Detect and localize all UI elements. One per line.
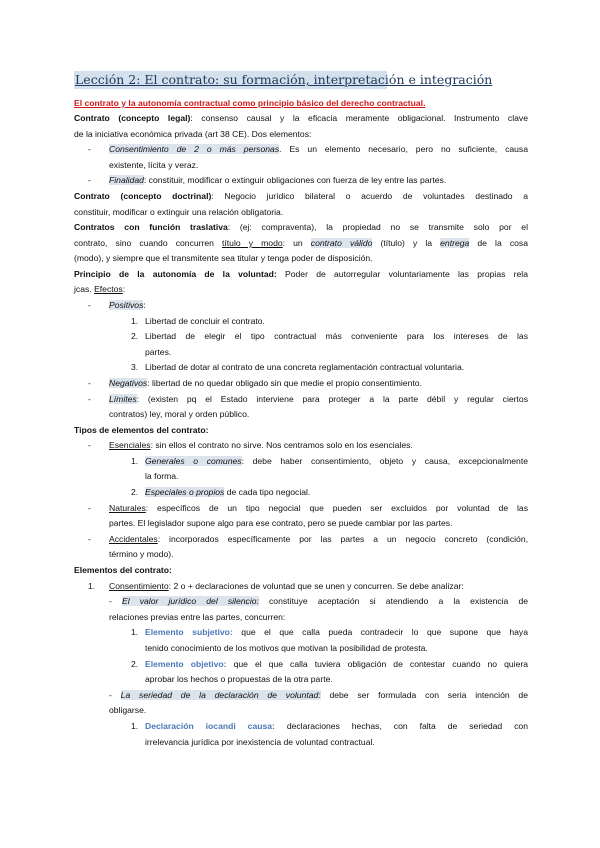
- section-heading-tipos: Tipos de elementos del contrato:: [74, 425, 209, 435]
- text-traslativa-3: (modo), y siempre que el transmitente sea titular y tenga poder de disposición.: [74, 253, 373, 263]
- bullet-dash: -: [88, 378, 91, 388]
- text-naturales-2: partes. El legislador supone algo para ese contrato, pero se puede cambiar por las partes.: [109, 518, 453, 528]
- bullet-dash: -: [88, 440, 91, 450]
- label-finalidad: Finalidad: [109, 175, 144, 185]
- label-funcion-traslativa: Contratos con función traslativa: [74, 222, 228, 232]
- text-negativos: : libertad de no quedar obligado sin que medie el propio consentimiento.: [147, 378, 422, 388]
- text-objetivo-2: aprobar los hechos o propuestas de la otra parte.: [145, 674, 333, 684]
- bullet-positivos: [109, 298, 528, 314]
- text-principio-1: Poder de autorregular voluntariamente las propias rela: [276, 269, 528, 279]
- label-positivos: Positivos: [109, 300, 144, 310]
- text-especiales: de cada tipo negocial.: [224, 487, 311, 497]
- paragraph-traslativa: [74, 220, 528, 236]
- text-esenciales: : sin ellos el contrato no sirve. Nos centramos solo en los esenciales.: [150, 440, 413, 450]
- bullet-esenciales: [109, 438, 528, 454]
- text-limites-2: contratos) ley, moral y orden público.: [109, 409, 250, 419]
- bullet-negativos: [109, 376, 528, 392]
- label-elemento-objetivo: Elemento objetivo:: [145, 659, 227, 669]
- number-1: 1.: [88, 581, 96, 591]
- bullet-dash: -: [88, 300, 91, 310]
- text-dash: -: [109, 596, 122, 606]
- text-accidentales-1: : incorporados específicamente por las partes a un negocio concreto (condición,: [157, 534, 528, 544]
- text-traslativa-b: : un: [282, 238, 311, 248]
- section-heading-autonomia: El contrato y la autonomía contractual como principio básico del derecho contractual.: [74, 98, 426, 108]
- list-item-positivo-2-cont: partes.: [145, 347, 172, 357]
- bullet-dash: -: [88, 534, 91, 544]
- text-consentimiento-1: . Es un elemento necesario, pero no suficiente, causa: [279, 144, 529, 154]
- text-silencio-1: constituye aceptación si atendiendo a la existencia de: [258, 596, 529, 606]
- number-1: 1.: [131, 456, 139, 466]
- list-item-especiales: [145, 485, 528, 501]
- list-item-consentimiento: [109, 579, 528, 595]
- paragraph-concepto-legal: [74, 111, 528, 127]
- label-seriedad-declaracion: La seriedad de la declaración de voluntad:: [120, 690, 321, 700]
- list-item-generales: [145, 454, 528, 470]
- bullet-consentimiento: [109, 142, 528, 158]
- text-principio-2a: jcas.: [74, 284, 95, 294]
- label-consentimiento: Consentimiento: [109, 581, 169, 591]
- text-concepto-legal-2: de la iniciativa económica privada (art 38 CE). Dos elementos:: [74, 129, 312, 139]
- text-consentimiento-2: existente, lícita y veraz.: [109, 160, 199, 170]
- text-silencio-2: relaciones previas entre las partes, concurren:: [109, 612, 286, 622]
- text-objetivo-1: que el que calla tuviera obligación de contestar cuando no quiera: [226, 659, 528, 669]
- label-elemento-subjetivo: Elemento subjetivo:: [145, 627, 233, 637]
- bullet-finalidad: [109, 173, 528, 189]
- text-generales-1: : debe haber consentimiento, objeto y causa, excepcionalmente: [241, 456, 528, 466]
- text-dash: -: [109, 690, 121, 700]
- list-item-positivo-1: Libertad de concluir el contrato.: [145, 316, 265, 326]
- term-efectos: Efectos: [94, 284, 123, 294]
- text-traslativa-d: de la cosa: [469, 238, 528, 248]
- bullet-limites: [109, 392, 528, 408]
- text-iocandi-1: declaraciones hechas, con falta de seriedad con: [274, 721, 528, 731]
- text-naturales-1: : específicos de un tipo negocial que pueden ser excluidos por voluntad de las: [145, 503, 528, 513]
- label-naturales: Naturales: [109, 503, 146, 513]
- text-traslativa-2: [74, 236, 528, 252]
- text-traslativa-c: (título) y la: [372, 238, 441, 248]
- list-item-positivo-2: Libertad de elegir el tipo contractual más conveniente para los intereses de las: [145, 331, 528, 341]
- list-item-elemento-subjetivo: [145, 625, 528, 641]
- bullet-naturales: [109, 501, 528, 517]
- text-concepto-doctrinal-2: constituir, modificar o extinguir una relación obligatoria.: [74, 207, 284, 217]
- paragraph-silencio: [109, 594, 528, 610]
- paragraph-concepto-doctrinal: [74, 189, 528, 205]
- text-consentimiento: : 2 o + declaraciones de voluntad que se unen y concurren. Se debe analizar:: [168, 581, 464, 591]
- text-generales-2: la forma.: [145, 471, 179, 481]
- label-limites: Límites: [109, 394, 137, 404]
- number-1: 1.: [131, 721, 139, 731]
- text-principio-2: [74, 282, 528, 298]
- text-seriedad-1: debe ser formulada con seria intención de: [320, 690, 528, 700]
- lesson-title: Lección 2: El contrato: su formación, interpretación e integración: [75, 72, 493, 87]
- text-concepto-doctrinal-1: : Negocio jurídico bilateral o acuerdo de voluntades destinado a: [211, 191, 529, 201]
- term-titulo-y-modo: título y modo: [222, 238, 283, 248]
- list-item-positivo-3: Libertad de dotar al contrato de una concreta reglamentación contractual voluntaria.: [145, 362, 465, 372]
- label-especiales-propios: Especiales o propios: [145, 487, 225, 497]
- paragraph-seriedad: [109, 688, 528, 704]
- text-accidentales-2: término y modo).: [109, 549, 174, 559]
- label-esenciales: Esenciales: [109, 440, 151, 450]
- label-valor-silencio: El valor jurídico del silencio:: [121, 596, 259, 606]
- bullet-dash: -: [88, 175, 91, 185]
- text-limites-1: : (existen pq el Estado interviene para proteger a la parte débil y regular ciertos: [136, 394, 528, 404]
- text-subjetivo-1: que el que calla pueda contradecir lo que supone que haya: [232, 627, 528, 637]
- number-3: 3.: [131, 362, 139, 372]
- text-seriedad-2: obligarse.: [109, 705, 147, 715]
- text-traslativa-a: contrato, sino cuando concurren: [74, 238, 223, 248]
- label-principio-autonomia: Principio de la autonomía de la voluntad:: [74, 269, 277, 279]
- number-1: 1.: [131, 627, 139, 637]
- label-concepto-doctrinal: Contrato (concepto doctrinal): [74, 191, 212, 201]
- text-principio-2b: :: [122, 284, 126, 294]
- text-positivos-colon: :: [143, 300, 146, 310]
- bullet-dash: -: [88, 394, 91, 404]
- list-item-elemento-objetivo: [145, 657, 528, 673]
- label-accidentales: Accidentales: [109, 534, 158, 544]
- number-2: 2.: [131, 487, 139, 497]
- label-negativos: Negativos: [109, 378, 148, 388]
- term-entrega: entrega: [440, 238, 470, 248]
- list-item-iocandi: [145, 719, 528, 735]
- text-subjetivo-2: tenido conocimiento de los motivos que motivan la posibilidad de protesta.: [145, 643, 428, 653]
- text-finalidad: : constituir, modificar o extinguir obligaciones con fuerza de ley entre las partes.: [143, 175, 447, 185]
- term-contrato-valido: contrato válido: [310, 238, 373, 248]
- label-concepto-legal: Contrato (concepto legal): [74, 113, 191, 123]
- section-heading-elementos: Elementos del contrato:: [74, 565, 172, 575]
- bullet-dash: -: [88, 144, 91, 154]
- number-2: 2.: [131, 331, 139, 341]
- number-2: 2.: [131, 659, 139, 669]
- paragraph-principio-autonomia: [74, 267, 528, 283]
- label-consentimiento-2-personas: Consentimiento de 2 o más personas: [109, 144, 280, 154]
- text-concepto-legal-1: : consenso causal y la eficacia meramente obligacional. Instrumento clave: [190, 113, 528, 123]
- label-declaracion-iocandi: Declaración iocandi causa:: [145, 721, 275, 731]
- number-1: 1.: [131, 316, 139, 326]
- label-generales-comunes: Generales o comunes: [145, 456, 242, 466]
- text-traslativa-1: : (ej: compraventa), la propiedad no se transmite solo por el: [227, 222, 528, 232]
- text-iocandi-2: irrelevancia jurídica por inexistencia de voluntad contractual.: [145, 737, 375, 747]
- bullet-dash: -: [88, 503, 91, 513]
- bullet-accidentales: [109, 532, 528, 548]
